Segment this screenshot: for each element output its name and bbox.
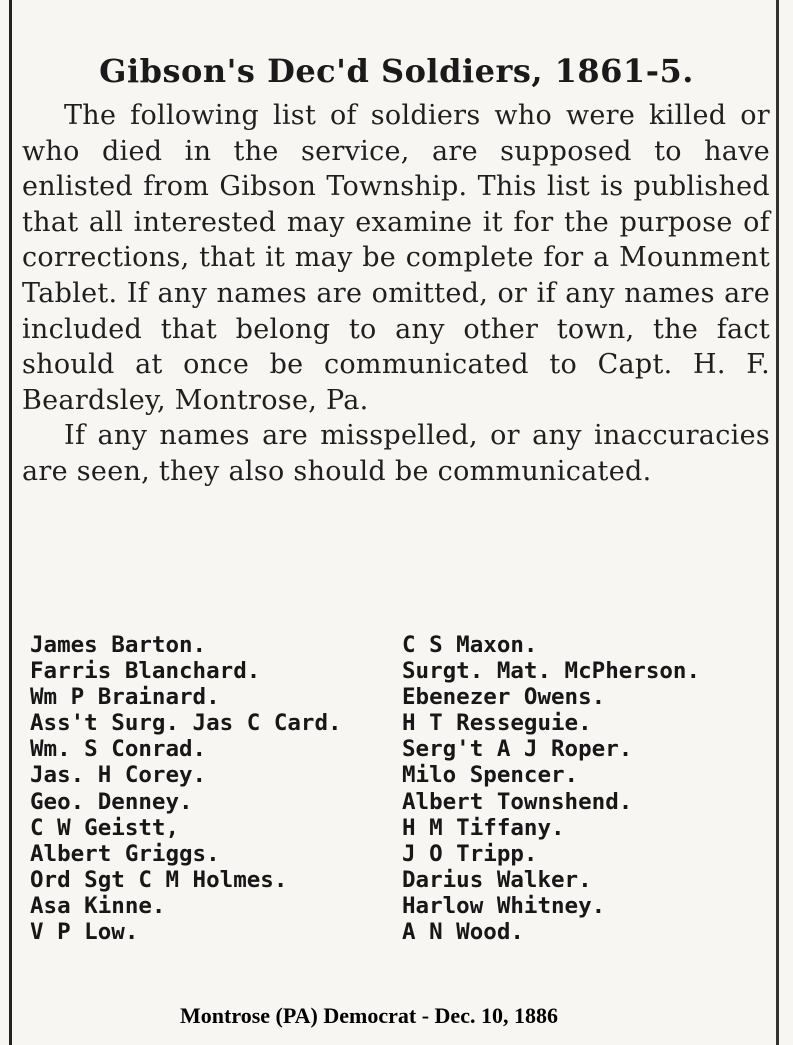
soldier-name: Surgt. Mat. McPherson. [402, 658, 701, 685]
soldier-name: James Barton. [30, 632, 207, 658]
soldier-name: Geo. Denney. [30, 788, 193, 815]
soldier-name: C S Maxon. [402, 632, 538, 658]
soldier-name: Ass't Surg. Jas C Card. [30, 710, 342, 737]
soldier-name: A N Wood. [402, 919, 524, 946]
soldier-name: Darius Walker. [402, 866, 592, 893]
soldier-name: Wm. S Conrad. [30, 736, 207, 763]
column-rule-right [776, 0, 779, 1045]
soldier-name: Jas. H Corey. [30, 762, 207, 789]
names-column-left [30, 632, 400, 945]
soldier-name: Serg't A J Roper. [402, 736, 633, 763]
soldier-name: Albert Townshend. [402, 788, 633, 815]
soldier-name: Wm P Brainard. [30, 684, 220, 711]
soldier-name: Ord Sgt C M Holmes. [30, 866, 288, 893]
soldier-name: Milo Spencer. [402, 762, 579, 789]
column-rule-left [9, 0, 12, 1045]
article-heading: Gibson's Dec'd Soldiers, 1861-5. [99, 52, 694, 90]
soldier-name: H T Resseguie. [402, 710, 592, 737]
names-column-right [402, 632, 772, 945]
soldier-name: Asa Kinne. [30, 892, 166, 919]
paragraph: If any names are misspelled, or any inaccuracies are seen, they also should be communicated. [22, 420, 770, 487]
soldier-name: Harlow Whitney. [402, 892, 606, 919]
soldier-name: H M Tiffany. [402, 814, 565, 841]
soldier-name: Ebenezer Owens. [402, 684, 606, 711]
soldier-name: Albert Griggs. [30, 840, 220, 867]
soldier-name: V P Low. [30, 919, 139, 946]
soldier-name: J O Tripp. [402, 840, 538, 867]
soldier-name: Farris Blanchard. [30, 658, 261, 685]
source-caption: Montrose (PA) Democrat - Dec. 10, 1886 [180, 1003, 558, 1028]
soldier-name: C W Geistt, [30, 814, 180, 841]
paragraph: The following list of soldiers who were killed or who died in the service, are supposed to have enlisted from Gibson Township. This list is published that all interested may examine it for the purpose of corrections, that it may be complete for a Mounment Tablet. If any names are omitted, or if any names are included that belong to any other town, the fact should at once be communicated to Capt. H. F. Beardsley, Montrose, Pa. [22, 100, 770, 416]
article-body [22, 98, 770, 490]
